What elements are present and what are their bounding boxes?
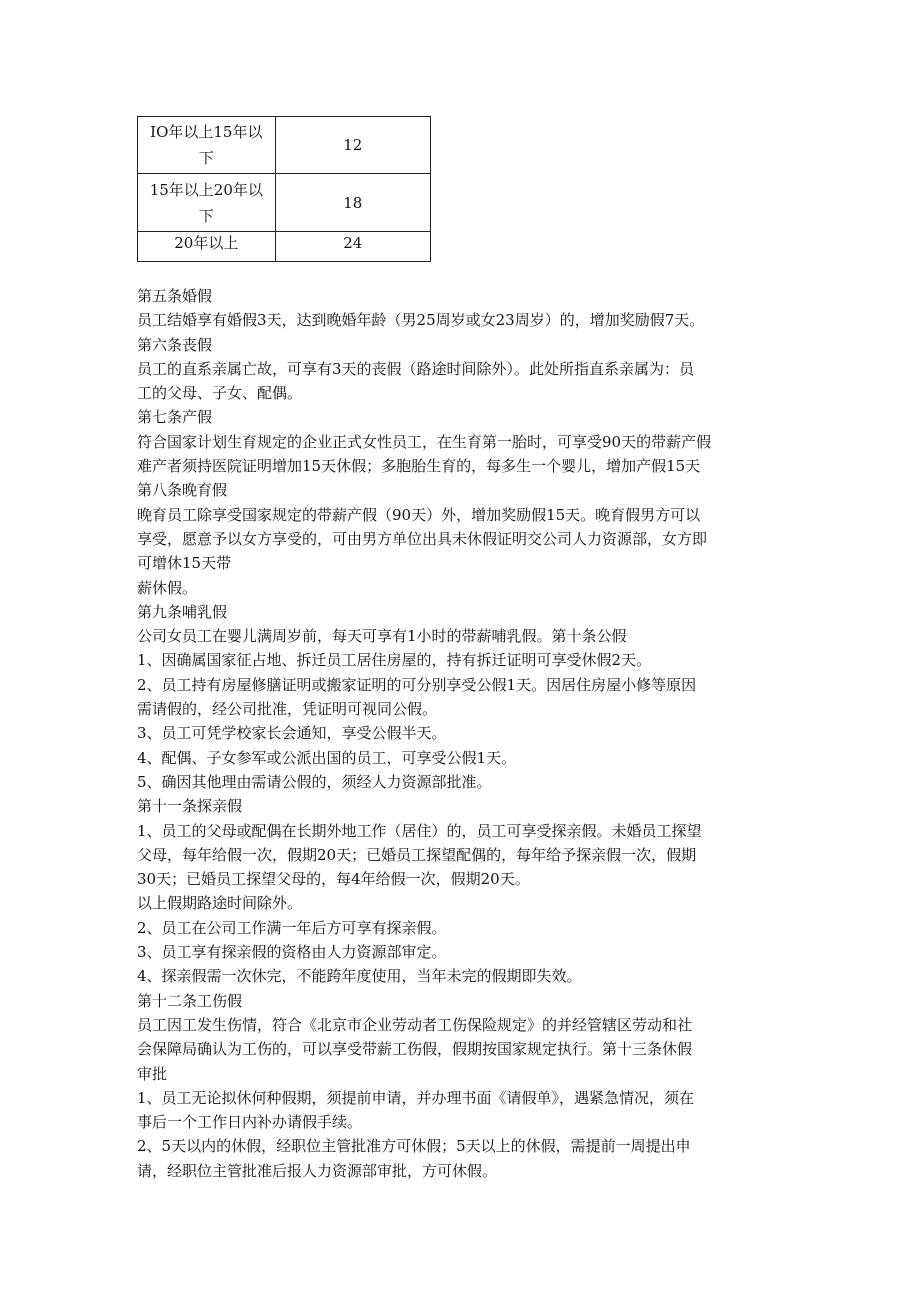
table-row: [138, 174, 431, 232]
document-page: [137, 116, 797, 1183]
text-line: 第十一条探亲假: [137, 797, 243, 816]
text-line: 3、员工可凭学校家长会通知，享受公假半天。: [137, 724, 447, 743]
range-text: 下: [198, 149, 214, 167]
text-line: 1、因确属国家征占地、拆迁员工居住房屋的，持有拆迁证明可享受休假2天。: [137, 651, 652, 670]
table-cell-days: 18: [275, 174, 430, 232]
table-row: [138, 117, 431, 174]
text-line: 薪休假。: [137, 578, 198, 597]
table-cell-range: [138, 117, 276, 174]
text-line: 工的父母、子女、配偶。: [137, 384, 303, 403]
text-line: 以上假期路途时间除外。: [137, 894, 303, 913]
text-line: 第五条婚假: [137, 287, 213, 305]
text-line: 4、探亲假需一次休完，不能跨年度使用，当年未完的假期即失效。: [137, 967, 582, 986]
text-line: 请，经职位主管批准后报人力资源部审批，方可休假。: [137, 1161, 498, 1180]
body-text: [137, 284, 797, 1183]
text-line: 第六条丧假: [137, 335, 213, 354]
table-cell-range: [138, 174, 276, 232]
range-text: IO年以上15年以: [150, 123, 263, 141]
text-line: 会保障局确认为工伤的，可以享受带薪工伤假，假期按国家规定执行。第十三条休假: [137, 1040, 693, 1059]
text-line: 员工因工发生伤情，符合《北京市企业劳动者工伤保险规定》的并经管辖区劳动和社: [137, 1015, 693, 1034]
text-line: 父母，每年给假一次，假期20天；已婚员工探望配偶的，每年给予探亲假一次，假期: [137, 845, 697, 864]
table-cell-days: 24: [275, 232, 430, 262]
text-line: 2、员工在公司工作满一年后方可享有探亲假。: [137, 918, 447, 937]
text-line: 2、员工持有房屋修膳证明或搬家证明的可分别享受公假1天。因居住房屋小修等原因: [137, 675, 697, 694]
text-line: 第七条产假: [137, 408, 213, 427]
text-line: 3、员工享有探亲假的资格由人力资源部审定。: [137, 943, 447, 962]
text-line: 员工结婚享有婚假3天，达到晚婚年龄（男25周岁或女23周岁）的，增加奖励假7天。: [137, 311, 705, 330]
text-line: 员工的直系亲属亡故，可享有3天的丧假（路途时间除外）。此处所指直系亲属为：员: [137, 359, 695, 378]
table-cell-range: 20年以上: [138, 232, 276, 262]
text-line: 需请假的，经公司批准，凭证明可视同公假。: [137, 700, 438, 719]
text-line: 难产者须持医院证明增加15天休假；多胞胎生育的，每多生一个婴儿，增加产假15天: [137, 457, 701, 476]
text-line: 第九条哺乳假: [137, 602, 228, 621]
text-line: 可增休15天带: [137, 554, 232, 573]
text-line: 第八条晚育假: [137, 481, 228, 500]
table-row: [138, 232, 431, 262]
text-line: 1、员工的父母或配偶在长期外地工作（居住）的，员工可享受探亲假。未婚员工探望: [137, 821, 702, 840]
text-line: 1、员工无论拟休何种假期，须提前申请，并办理书面《请假单》，遇紧急情况，须在: [137, 1088, 695, 1107]
text-line: 第十二条工伤假: [137, 991, 243, 1010]
text-line: 4、配偶、子女参军或公派出国的员工，可享受公假1天。: [137, 748, 517, 767]
text-line: 审批: [137, 1064, 168, 1083]
text-line: 公司女员工在婴儿满周岁前，每天可享有1小时的带薪哺乳假。第十条公假: [137, 627, 627, 646]
leave-days-table: [137, 116, 431, 262]
text-line: 事后一个工作日内补办请假手续。: [137, 1113, 363, 1132]
table-cell-days: 12: [275, 117, 430, 174]
text-line: 2、5天以内的休假，经职位主管批准方可休假；5天以上的休假，需提前一周提出申: [137, 1137, 691, 1156]
text-line: 享受，愿意予以女方享受的，可由男方单位出具未休假证明交公司人力资源部，女方即: [137, 529, 708, 548]
text-line: 符合国家计划生育规定的企业正式女性员工，在生育第一胎时，可享受90天的带薪产假: [137, 432, 712, 451]
text-line: 30天；已婚员工探望父母的，每4年给假一次，假期20天。: [137, 870, 530, 889]
range-text: 15年以上20年以: [149, 180, 263, 199]
text-line: 5、确因其他理由需请公假的，须经人力资源部批准。: [137, 772, 492, 791]
range-text: 下: [198, 206, 214, 225]
text-line: 晚育员工除享受国家规定的带薪产假（90天）外，增加奖励假15天。晚育假男方可以: [137, 505, 701, 524]
